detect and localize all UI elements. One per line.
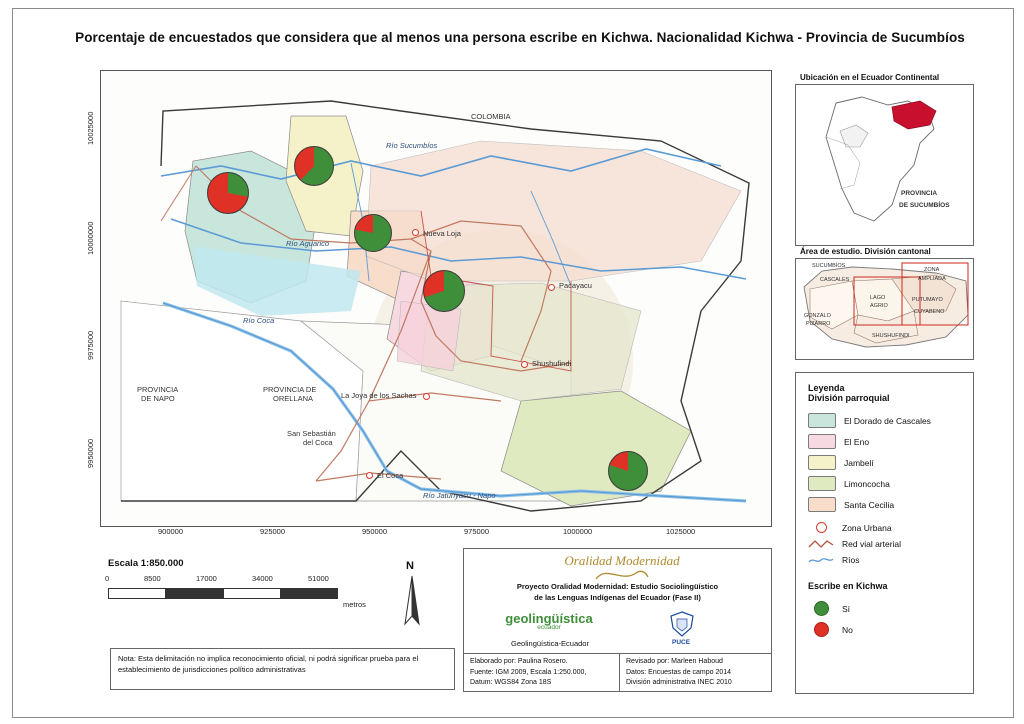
x-tick-1: 925000 bbox=[260, 527, 286, 536]
scale-tick-4: 51000 bbox=[308, 574, 329, 583]
si-dot-icon bbox=[808, 601, 834, 616]
legend-swatch-el-eno bbox=[808, 434, 836, 449]
scale-tick-1: 8500 bbox=[144, 574, 161, 583]
pie-santa-cecilia[interactable] bbox=[354, 214, 392, 252]
north-arrow bbox=[395, 560, 431, 630]
legend-subtitle: División parroquial bbox=[808, 393, 890, 403]
inset-cantonal-label-zona: ZONA bbox=[924, 267, 940, 273]
credits-panel bbox=[463, 548, 772, 692]
pie-jambeli[interactable] bbox=[294, 146, 334, 186]
red-vial-icon bbox=[808, 539, 834, 549]
credits-left-1: Elaborado por: Paulina Rosero. bbox=[470, 658, 568, 665]
x-tick-2: 950000 bbox=[362, 527, 388, 536]
pie-limoncocha[interactable] bbox=[608, 451, 648, 491]
inset-cantonal-label-pizarro: PIZARRO bbox=[806, 321, 831, 327]
map-label-rio-jatunyacu-napo: Río Jatunyacu - Napo bbox=[423, 491, 496, 500]
inset-cantonal-map[interactable] bbox=[795, 258, 974, 360]
geolinguistica-caption: Geolingüística-Ecuador bbox=[511, 639, 589, 648]
no-dot-icon bbox=[808, 622, 834, 637]
x-tick-3: 975000 bbox=[464, 527, 490, 536]
legend-item-limoncocha[interactable] bbox=[808, 476, 963, 491]
legend-item-si[interactable] bbox=[808, 601, 963, 616]
map-label-nueva-loja: Nueva Loja bbox=[423, 229, 461, 238]
credits-left-3: Datum: WGS84 Zona 18S bbox=[470, 679, 552, 686]
geolinguistica-logo bbox=[494, 611, 604, 631]
map-label-provincia-napo-1: PROVINCIA bbox=[137, 385, 179, 394]
credits-left-2: Fuente: IGM 2009, Escala 1:250.000, bbox=[470, 668, 587, 676]
map-label-provincia-orellana-2: ORELLANA bbox=[273, 394, 314, 403]
legend-item-rios[interactable] bbox=[808, 555, 963, 565]
legend-label-limoncocha: Limoncocha bbox=[844, 478, 890, 489]
inset-cantonal-label-cascales: CASCALES bbox=[820, 277, 850, 283]
urban-dot-shushufindi[interactable] bbox=[521, 361, 528, 368]
legend-label-el-eno: El Eno bbox=[844, 436, 870, 447]
legend-label-rios: Ríos bbox=[842, 555, 860, 565]
inset-cantonal-vector bbox=[796, 259, 973, 359]
page-title: Porcentaje de encuestados que considera que al menos una persona escribe en Kichwa. Nacionalidad Kichwa - Provincia de Sucumbíos bbox=[75, 30, 965, 45]
urban-dot-la-joya-de-los-sachas[interactable] bbox=[423, 393, 430, 400]
inset-location-label-2: DE SUCUMBÍOS bbox=[899, 202, 950, 209]
credits-right-3: División administrativa INEC 2010 bbox=[626, 679, 732, 686]
credits-divider-v bbox=[619, 653, 620, 691]
legend-writes-title: Escribe en Kichwa bbox=[808, 581, 888, 591]
x-tick-4: 1000000 bbox=[563, 527, 593, 536]
legend-item-no[interactable] bbox=[808, 622, 963, 637]
inset-cantonal-label-sucumbios: SUCUMBÍOS bbox=[812, 263, 846, 269]
scale-units: metros bbox=[343, 600, 366, 609]
map-label-la-joya-de-los-sachas: La Joya de los Sachas bbox=[341, 391, 417, 400]
urban-dot-el-coca[interactable] bbox=[366, 472, 373, 479]
north-label: N bbox=[406, 560, 414, 572]
legend-item-el-dorado-de-cascales[interactable] bbox=[808, 413, 963, 428]
y-tick-2: 9975000 bbox=[86, 330, 95, 360]
legend-item-red-vial[interactable] bbox=[808, 539, 963, 549]
inset-cantonal-label-shushufindi: SHUSHUFINDI bbox=[872, 333, 910, 339]
map-x-axis bbox=[100, 527, 770, 541]
legend-swatch-santa-cecilia bbox=[808, 497, 836, 512]
map-label-provincia-napo-2: DE NAPO bbox=[141, 394, 175, 403]
scale-bar bbox=[108, 588, 338, 599]
puce-label: PUCE bbox=[672, 639, 691, 646]
inset-location-label-1: PROVINCIA bbox=[901, 190, 938, 197]
inset-location-map[interactable] bbox=[795, 84, 974, 246]
x-tick-0: 900000 bbox=[158, 527, 184, 536]
urban-dot-nueva-loja[interactable] bbox=[412, 229, 419, 236]
inset-cantonal-label-lago: LAGO bbox=[870, 295, 886, 301]
scale-tick-2: 17000 bbox=[196, 574, 217, 583]
pie-el-eno[interactable] bbox=[423, 270, 465, 312]
legend-swatch-limoncocha bbox=[808, 476, 836, 491]
map-label-rio-coca: Río Coca bbox=[243, 316, 275, 325]
zona-urbana-icon bbox=[808, 522, 834, 533]
inset-location-title: Ubicación en el Ecuador Continental bbox=[800, 73, 940, 82]
map-label-rio-sucumbios: Río Sucumbíos bbox=[386, 141, 438, 150]
inset-cantonal-label-agrio: AGRIO bbox=[870, 303, 888, 309]
project-line-2: de las Lenguas Indígenas del Ecuador (Fase II) bbox=[534, 593, 701, 603]
scale-block bbox=[100, 548, 450, 633]
map-label-rio-aguarico: Río Aguarico bbox=[286, 239, 330, 248]
legend-item-santa-cecilia[interactable] bbox=[808, 497, 963, 512]
inset-cantonal-label-putumayo: PUTUMAYO bbox=[912, 297, 943, 303]
inset-cantonal-title: Área de estudio. División cantonal bbox=[800, 247, 931, 256]
legend-panel bbox=[795, 372, 974, 694]
map-label-provincia-orellana-1: PROVINCIA DE bbox=[263, 385, 317, 394]
inset-location-vector bbox=[796, 85, 973, 245]
puce-shield-icon bbox=[669, 611, 695, 637]
geolinguistica-wordmark: geolingüística bbox=[505, 611, 593, 626]
project-line-1: Proyecto Oralidad Modernidad: Estudio Sociolingüístico bbox=[516, 582, 719, 591]
urban-dot-pacayacu[interactable] bbox=[548, 284, 555, 291]
map-label-shushufindi: Shushufindi bbox=[532, 359, 572, 368]
y-tick-1: 10000000 bbox=[86, 221, 95, 255]
legend-label-santa-cecilia: Santa Cecilia bbox=[844, 499, 895, 510]
project-logo: Oralidad Modernidad bbox=[564, 553, 680, 568]
map-y-axis bbox=[72, 70, 100, 525]
credits-divider-h bbox=[464, 653, 771, 654]
geolinguistica-sub: ecuador bbox=[537, 624, 561, 631]
legend-label-no: No bbox=[842, 624, 853, 635]
legend-item-el-eno[interactable] bbox=[808, 434, 963, 449]
legend-item-zona-urbana[interactable] bbox=[808, 522, 963, 533]
x-tick-5: 1025000 bbox=[666, 527, 696, 536]
inset-cantonal-label-gonzalo: GONZALO bbox=[804, 313, 831, 319]
legend-swatch-jambeli bbox=[808, 455, 836, 470]
map-label-colombia: COLOMBIA bbox=[471, 112, 511, 121]
pie-el-dorado-de-cascales[interactable] bbox=[207, 172, 249, 214]
main-map[interactable] bbox=[100, 70, 772, 527]
legend-label-zona-urbana: Zona Urbana bbox=[842, 522, 892, 533]
legend-swatch-el-dorado-de-cascales bbox=[808, 413, 836, 428]
legend-title: Leyenda bbox=[808, 383, 845, 393]
scale-tick-3: 34000 bbox=[252, 574, 273, 583]
credits-right-2: Datos: Encuestas de campo 2014 bbox=[626, 668, 732, 676]
scale-tick-0: 0 bbox=[105, 574, 110, 583]
legend-label-el-dorado-de-cascales: El Dorado de Cascales bbox=[844, 415, 931, 426]
credits-right-1: Revisado por: Marleen Haboud bbox=[626, 658, 723, 665]
map-label-pacayacu: Pacayacu bbox=[559, 281, 592, 290]
legend-item-jambeli[interactable] bbox=[808, 455, 963, 470]
disclaimer-note: Nota: Esta delimitación no implica reconocimiento oficial, ni podrá significar prueba para el establecimiento de jurisdicciones político administrativas bbox=[110, 648, 455, 690]
scale-label: Escala 1:850.000 bbox=[108, 558, 184, 569]
legend-label-si: Sí bbox=[842, 603, 851, 614]
rios-icon bbox=[808, 555, 834, 565]
y-tick-0: 10025000 bbox=[86, 111, 95, 145]
inset-cantonal-label-ampliada: AMPLIADA bbox=[918, 276, 946, 282]
legend-label-jambeli: Jambelí bbox=[844, 457, 874, 468]
inset-cantonal-label-cuyabeno: CUYABENO bbox=[914, 309, 945, 315]
y-tick-3: 9950000 bbox=[86, 438, 95, 468]
map-label-del-coca: del Coca bbox=[303, 438, 333, 447]
map-label-san-sebastian: San Sebastián bbox=[287, 429, 336, 438]
north-arrow-icon bbox=[395, 574, 431, 630]
legend-label-red-vial: Red vial arterial bbox=[842, 539, 902, 549]
map-label-el-coca: El Coca bbox=[377, 471, 404, 480]
